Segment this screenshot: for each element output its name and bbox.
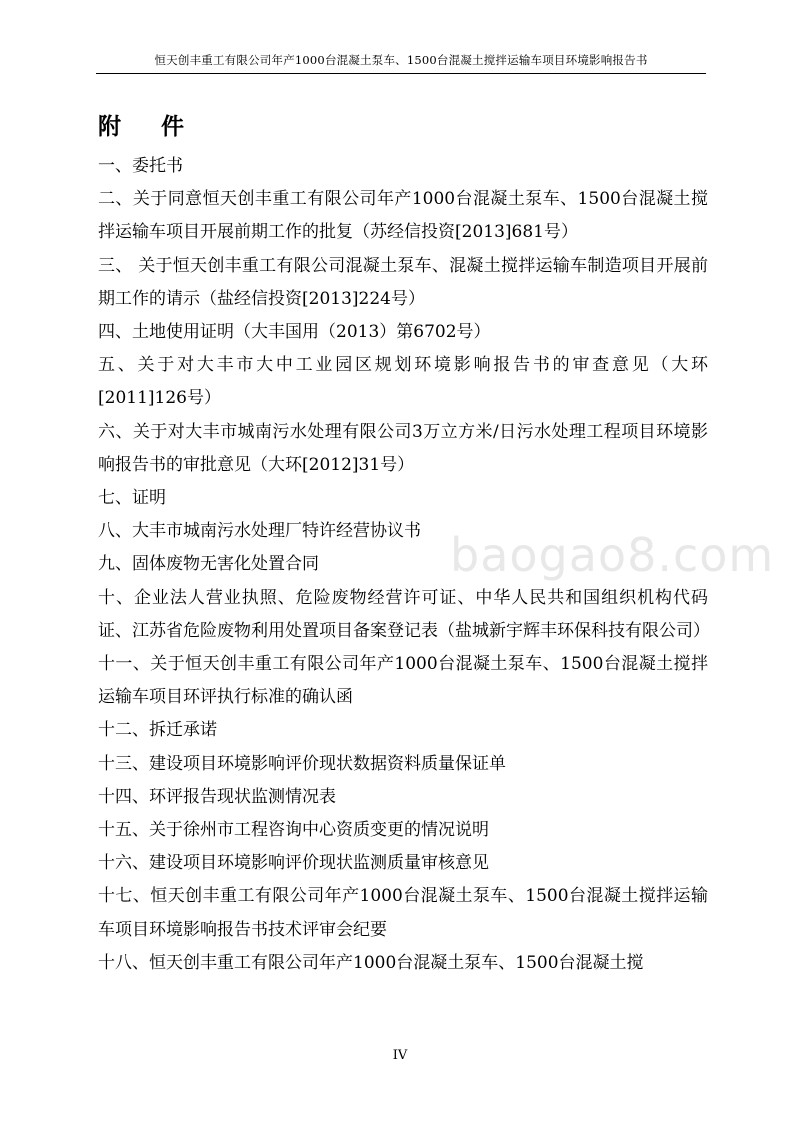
attachment-item-2: 二、关于同意恒天创丰重工有限公司年产1000台混凝土泵车、1500台混凝土搅拌运输车项目开展前期工作的批复（苏经信投资[2013]681号） xyxy=(98,189,708,243)
watermark: baogao8.com xyxy=(450,528,775,582)
attachment-item-9: 九、固体废物无害化处置合同 xyxy=(98,554,319,575)
attachment-item-17: 十七、恒天创丰重工有限公司年产1000台混凝土泵车、1500台混凝土搅拌运输车项目环境影响报告书技术评审会纪要 xyxy=(98,886,708,940)
attachment-item-12: 十二、拆迁承诺 xyxy=(98,720,217,741)
attachment-item-7: 七、证明 xyxy=(98,488,166,509)
page-number: IV xyxy=(392,1048,408,1063)
running-header: 恒天创丰重工有限公司年产1000台混凝土泵车、1500台混凝土搅拌运输车项目环境影响报告书 xyxy=(154,53,648,67)
header-rule xyxy=(96,73,706,74)
attachment-item-6: 六、关于对大丰市城南污水处理有限公司3万立方米/日污水处理工程项目环境影响报告书的审批意见（大环[2012]31号） xyxy=(98,421,708,475)
attachment-item-8: 八、大丰市城南污水处理厂特许经营协议书 xyxy=(98,521,421,542)
attachment-item-11: 十一、关于恒天创丰重工有限公司年产1000台混凝土泵车、1500台混凝土搅拌运输车项目环评执行标准的确认函 xyxy=(98,654,708,708)
page-title: 附 件 xyxy=(98,114,201,140)
attachment-item-3: 三、 关于恒天创丰重工有限公司混凝土泵车、混凝土搅拌运输车制造项目开展前期工作的请示（盐经信投资[2013]224号） xyxy=(98,255,708,309)
attachment-item-14: 十四、环评报告现状监测情况表 xyxy=(98,786,336,807)
attachment-item-10: 十、企业法人营业执照、危险废物经营许可证、中华人民共和国组织机构代码证、江苏省危险废物利用处置项目备案登记表（盐城新宇辉丰环保科技有限公司） xyxy=(98,587,710,641)
attachment-item-4: 四、土地使用证明（大丰国用（2013）第6702号） xyxy=(98,322,491,343)
attachment-item-16: 十六、建设项目环境影响评价现状监测质量审核意见 xyxy=(98,853,489,874)
attachment-item-18: 十八、恒天创丰重工有限公司年产1000台混凝土泵车、1500台混凝土搅 xyxy=(98,952,644,973)
attachment-item-5: 五、关于对大丰市大中工业园区规划环境影响报告书的审查意见（大环[2011]126号） xyxy=(98,355,708,409)
attachment-item-1: 一、委托书 xyxy=(98,156,183,176)
attachment-item-15: 十五、关于徐州市工程咨询中心资质变更的情况说明 xyxy=(98,820,489,841)
attachment-item-13: 十三、建设项目环境影响评价现状数据资料质量保证单 xyxy=(98,753,506,774)
